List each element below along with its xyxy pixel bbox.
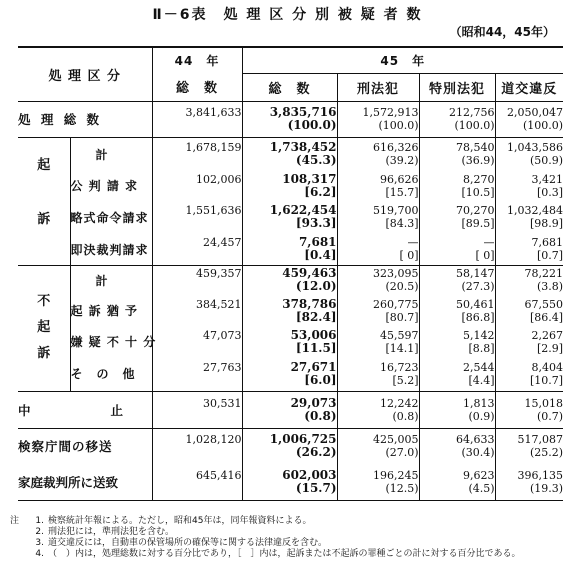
group-char: 訴 xyxy=(37,346,51,361)
value: 102,006 xyxy=(196,172,242,186)
percent: [86.4] xyxy=(529,310,564,324)
cell-traffic xyxy=(495,101,563,137)
cell-special xyxy=(419,234,495,265)
cell-special xyxy=(419,200,495,234)
cell-special xyxy=(419,428,495,464)
col-total-45: 総 数 xyxy=(242,73,337,101)
table-row xyxy=(18,464,563,500)
value: 459,357 xyxy=(196,267,242,281)
percent: [0.4] xyxy=(304,248,337,263)
percent: (0.9) xyxy=(468,409,495,423)
cell-penal xyxy=(337,428,419,464)
cell-penal xyxy=(337,234,419,265)
table-row xyxy=(18,101,563,137)
percent: [11.5] xyxy=(295,340,337,355)
percent: (27.0) xyxy=(385,446,419,460)
non-prosecution-group-label xyxy=(18,265,70,391)
row-label: 嫌 疑 不 十 分 xyxy=(70,326,152,357)
cell-44-total xyxy=(152,171,242,200)
percent: (20.5) xyxy=(385,280,419,294)
cell-traffic xyxy=(495,171,563,200)
percent: (27.3) xyxy=(461,280,495,294)
cell-special xyxy=(419,295,495,326)
cell-44-total xyxy=(152,391,242,428)
percent: [86.8] xyxy=(461,310,495,324)
value: 96,626 xyxy=(380,172,419,186)
percent: (12.5) xyxy=(385,481,419,495)
percent: (39.2) xyxy=(385,154,419,168)
value: 12,242 xyxy=(380,396,419,410)
row-label: そ の 他 xyxy=(70,357,152,391)
cell-traffic xyxy=(495,464,563,500)
value: 7,681 xyxy=(298,235,337,250)
table-row xyxy=(18,137,563,171)
cell-traffic xyxy=(495,428,563,464)
value: 8,404 xyxy=(531,360,564,374)
cell-45-total xyxy=(242,326,337,357)
row-label: 略式命令請求 xyxy=(70,200,152,234)
table-row xyxy=(18,265,563,295)
value: 108,317 xyxy=(282,171,337,186)
value: 323,095 xyxy=(373,267,419,281)
percent: (30.4) xyxy=(461,446,495,460)
cell-44-total xyxy=(152,265,242,295)
footnotes xyxy=(10,516,565,560)
col-traffic: 道交違反 xyxy=(495,73,563,101)
cell-45-total xyxy=(242,357,337,391)
cell-penal xyxy=(337,171,419,200)
value: 1,028,120 xyxy=(185,433,242,447)
percent: (100.0) xyxy=(522,119,564,132)
cell-special xyxy=(419,464,495,500)
footnote xyxy=(10,516,565,527)
cell-special xyxy=(419,391,495,428)
value: — xyxy=(407,236,419,250)
percent: [5.2] xyxy=(392,373,419,387)
disposition-table xyxy=(18,46,563,501)
percent: [10.7] xyxy=(529,373,564,387)
value: 70,270 xyxy=(456,204,495,217)
value: 47,073 xyxy=(203,328,242,342)
cell-traffic xyxy=(495,265,563,295)
cell-45-total xyxy=(242,464,337,500)
note-text: 刑法犯には，準刑法犯を含む。 xyxy=(48,527,175,537)
cell-traffic xyxy=(495,295,563,326)
value: 1,551,636 xyxy=(185,204,242,217)
row-label: 計 xyxy=(70,137,152,171)
cell-45-total xyxy=(242,428,337,464)
cell-penal xyxy=(337,101,419,137)
group-char: 不 xyxy=(37,294,51,309)
table-subtitle: （昭和44，45年） xyxy=(449,25,555,39)
note-number: 4. xyxy=(35,549,44,559)
percent: [4.4] xyxy=(468,373,495,387)
value: 30,531 xyxy=(203,396,242,410)
value: 15,018 xyxy=(524,396,564,410)
value: 517,087 xyxy=(517,433,564,447)
value: 212,756 xyxy=(449,106,495,119)
value: 53,006 xyxy=(290,327,337,342)
note-mark: 注 xyxy=(10,516,20,526)
row-label: 即決裁判請求 xyxy=(70,234,152,265)
year-45-label: 45 年 xyxy=(380,53,426,68)
percent: [8.8] xyxy=(468,341,495,355)
percent: [98.9] xyxy=(529,217,564,230)
cell-44-total xyxy=(152,326,242,357)
percent: (3.8) xyxy=(536,280,564,294)
row-label: 公 判 請 求 xyxy=(70,171,152,200)
percent: (100.0) xyxy=(454,119,495,132)
percent: [14.1] xyxy=(385,341,419,355)
percent: [ 0] xyxy=(399,249,419,263)
table-title: Ⅱ－6表 処 理 区 分 別 被 疑 者 数 xyxy=(152,7,423,23)
cell-45-total xyxy=(242,295,337,326)
footnote xyxy=(10,549,565,560)
cell-45-total xyxy=(242,137,337,171)
value: 260,775 xyxy=(373,297,419,311)
group-char: 起 xyxy=(37,158,51,173)
percent: [89.5] xyxy=(461,217,495,230)
percent: [6.0] xyxy=(304,372,337,387)
cell-special xyxy=(419,171,495,200)
note-text: 検察統計年報による。ただし，昭和45年は，同年報資料による。 xyxy=(48,516,312,526)
percent: [6.2] xyxy=(304,184,337,199)
note-number: 2. xyxy=(35,527,44,537)
cell-penal xyxy=(337,137,419,171)
percent: [0.3] xyxy=(536,185,564,199)
cell-special xyxy=(419,137,495,171)
value: 58,147 xyxy=(456,267,495,281)
value: 29,073 xyxy=(290,395,337,410)
percent: [ 0] xyxy=(475,249,495,263)
cell-penal xyxy=(337,464,419,500)
cell-special xyxy=(419,265,495,295)
cell-penal xyxy=(337,295,419,326)
value: 196,245 xyxy=(373,468,419,482)
cell-45-total xyxy=(242,171,337,200)
percent: (36.9) xyxy=(461,154,495,168)
row-label: 処 理 総 数 xyxy=(18,101,152,137)
value: 616,326 xyxy=(373,141,419,155)
value: 27,671 xyxy=(290,359,337,374)
value: 7,681 xyxy=(531,236,564,250)
value: 24,457 xyxy=(203,236,242,250)
cell-traffic xyxy=(495,200,563,234)
table-row xyxy=(18,428,563,464)
year-44-header: 44 年 xyxy=(152,47,242,73)
value: 45,597 xyxy=(380,328,419,342)
note-number: 3. xyxy=(35,538,44,548)
col-penal: 刑法犯 xyxy=(337,73,419,101)
table-row xyxy=(18,171,563,200)
cell-44-total xyxy=(152,357,242,391)
table-row xyxy=(18,200,563,234)
percent: (25.2) xyxy=(529,446,564,460)
cell-44-total xyxy=(152,137,242,171)
value: 459,463 xyxy=(282,266,337,281)
percent: [82.4] xyxy=(295,309,337,324)
value: 8,270 xyxy=(463,172,495,186)
percent: (26.2) xyxy=(295,445,337,460)
percent: [10.5] xyxy=(461,185,495,199)
value: 5,142 xyxy=(463,328,495,342)
percent: [2.9] xyxy=(536,341,564,355)
table-row xyxy=(18,391,563,428)
value: 64,633 xyxy=(456,433,495,447)
note-text: 道交違反には，自動車の保管場所の確保等に関する法律違反を含む。 xyxy=(48,538,328,548)
value: 378,786 xyxy=(282,296,337,311)
cell-traffic xyxy=(495,357,563,391)
percent: (4.5) xyxy=(468,481,495,495)
cell-penal xyxy=(337,265,419,295)
percent: [84.3] xyxy=(385,217,419,230)
percent: (0.8) xyxy=(304,408,337,423)
footnote xyxy=(10,527,565,538)
value: 3,421 xyxy=(531,172,564,186)
cell-traffic xyxy=(495,137,563,171)
cell-45-total xyxy=(242,200,337,234)
row-label: 検察庁間の移送 xyxy=(18,439,113,455)
note-number: 1. xyxy=(35,516,44,526)
percent: [93.3] xyxy=(295,216,337,230)
percent: (100.0) xyxy=(378,119,419,132)
cell-44-total xyxy=(152,101,242,137)
row-label: 計 xyxy=(70,265,152,295)
value: 2,267 xyxy=(531,328,564,342)
cell-penal xyxy=(337,357,419,391)
cell-traffic xyxy=(495,326,563,357)
row-label: 中 止 xyxy=(18,391,152,428)
cell-44-total xyxy=(152,200,242,234)
value: 78,540 xyxy=(456,141,495,155)
prosecution-group-label xyxy=(18,137,70,265)
value: 3,841,633 xyxy=(185,106,242,119)
cell-44-total xyxy=(152,234,242,265)
value: 602,003 xyxy=(282,467,337,482)
value: 2,050,047 xyxy=(507,106,564,119)
value: — xyxy=(483,236,495,250)
cell-special xyxy=(419,326,495,357)
table-row xyxy=(18,357,563,391)
percent: (50.9) xyxy=(529,154,564,168)
percent: (12.0) xyxy=(295,279,337,294)
value: 1,813 xyxy=(463,396,495,410)
cell-44-total xyxy=(152,428,242,464)
percent: [15.7] xyxy=(385,185,419,199)
cell-traffic xyxy=(495,391,563,428)
percent: (0.8) xyxy=(392,409,419,423)
value: 9,623 xyxy=(463,468,495,482)
col-special: 特別法犯 xyxy=(419,73,495,101)
category-header: 処 理 区 分 xyxy=(18,47,152,101)
table-row xyxy=(18,234,563,265)
percent: (19.3) xyxy=(529,481,564,495)
value: 78,221 xyxy=(524,267,564,281)
value: 3,835,716 xyxy=(269,105,337,119)
value: 67,550 xyxy=(524,297,564,311)
value: 1,006,725 xyxy=(269,432,337,447)
value: 1,043,586 xyxy=(507,141,564,155)
cell-45-total xyxy=(242,391,337,428)
table-row xyxy=(18,295,563,326)
percent: (100.0) xyxy=(287,118,337,132)
cell-penal xyxy=(337,200,419,234)
cell-45-total xyxy=(242,234,337,265)
row-label: 家庭裁判所に送致 xyxy=(18,464,152,500)
value: 519,700 xyxy=(373,204,419,217)
value: 50,461 xyxy=(456,297,495,311)
percent: (0.7) xyxy=(536,409,564,423)
footnote xyxy=(10,538,565,549)
value: 1,572,913 xyxy=(362,106,419,119)
cell-45-total xyxy=(242,265,337,295)
value: 425,005 xyxy=(373,433,419,447)
value: 27,763 xyxy=(203,360,242,374)
percent: (15.7) xyxy=(295,480,337,495)
cell-traffic xyxy=(495,234,563,265)
cell-45-total xyxy=(242,101,337,137)
percent: [0.7] xyxy=(536,249,564,263)
value: 2,544 xyxy=(463,360,495,374)
cell-44-total xyxy=(152,464,242,500)
cell-penal xyxy=(337,326,419,357)
cell-44-total xyxy=(152,295,242,326)
value: 1,738,452 xyxy=(269,140,337,155)
value: 16,723 xyxy=(380,360,419,374)
percent: (45.3) xyxy=(295,153,337,168)
value: 396,135 xyxy=(517,468,564,482)
value: 1,032,484 xyxy=(507,204,564,217)
row-label: 起 訴 猶 予 xyxy=(70,295,152,326)
value: 645,416 xyxy=(196,468,242,482)
cell-penal xyxy=(337,391,419,428)
year-45-header xyxy=(242,47,563,73)
cell-special xyxy=(419,357,495,391)
cell-special xyxy=(419,101,495,137)
percent: [80.7] xyxy=(385,310,419,324)
value: 384,521 xyxy=(196,297,242,311)
group-char: 起 xyxy=(37,320,51,335)
col-total-44: 総 数 xyxy=(152,73,242,101)
group-char: 訴 xyxy=(37,212,51,227)
table-row xyxy=(18,326,563,357)
value: 1,622,454 xyxy=(269,203,337,217)
note-text: （ ）内は，処理総数に対する百分比であり，［ ］内は，起訴または不起訴の罪種ごとの計に対する百分比である。 xyxy=(48,549,521,559)
value: 1,678,159 xyxy=(185,141,242,155)
